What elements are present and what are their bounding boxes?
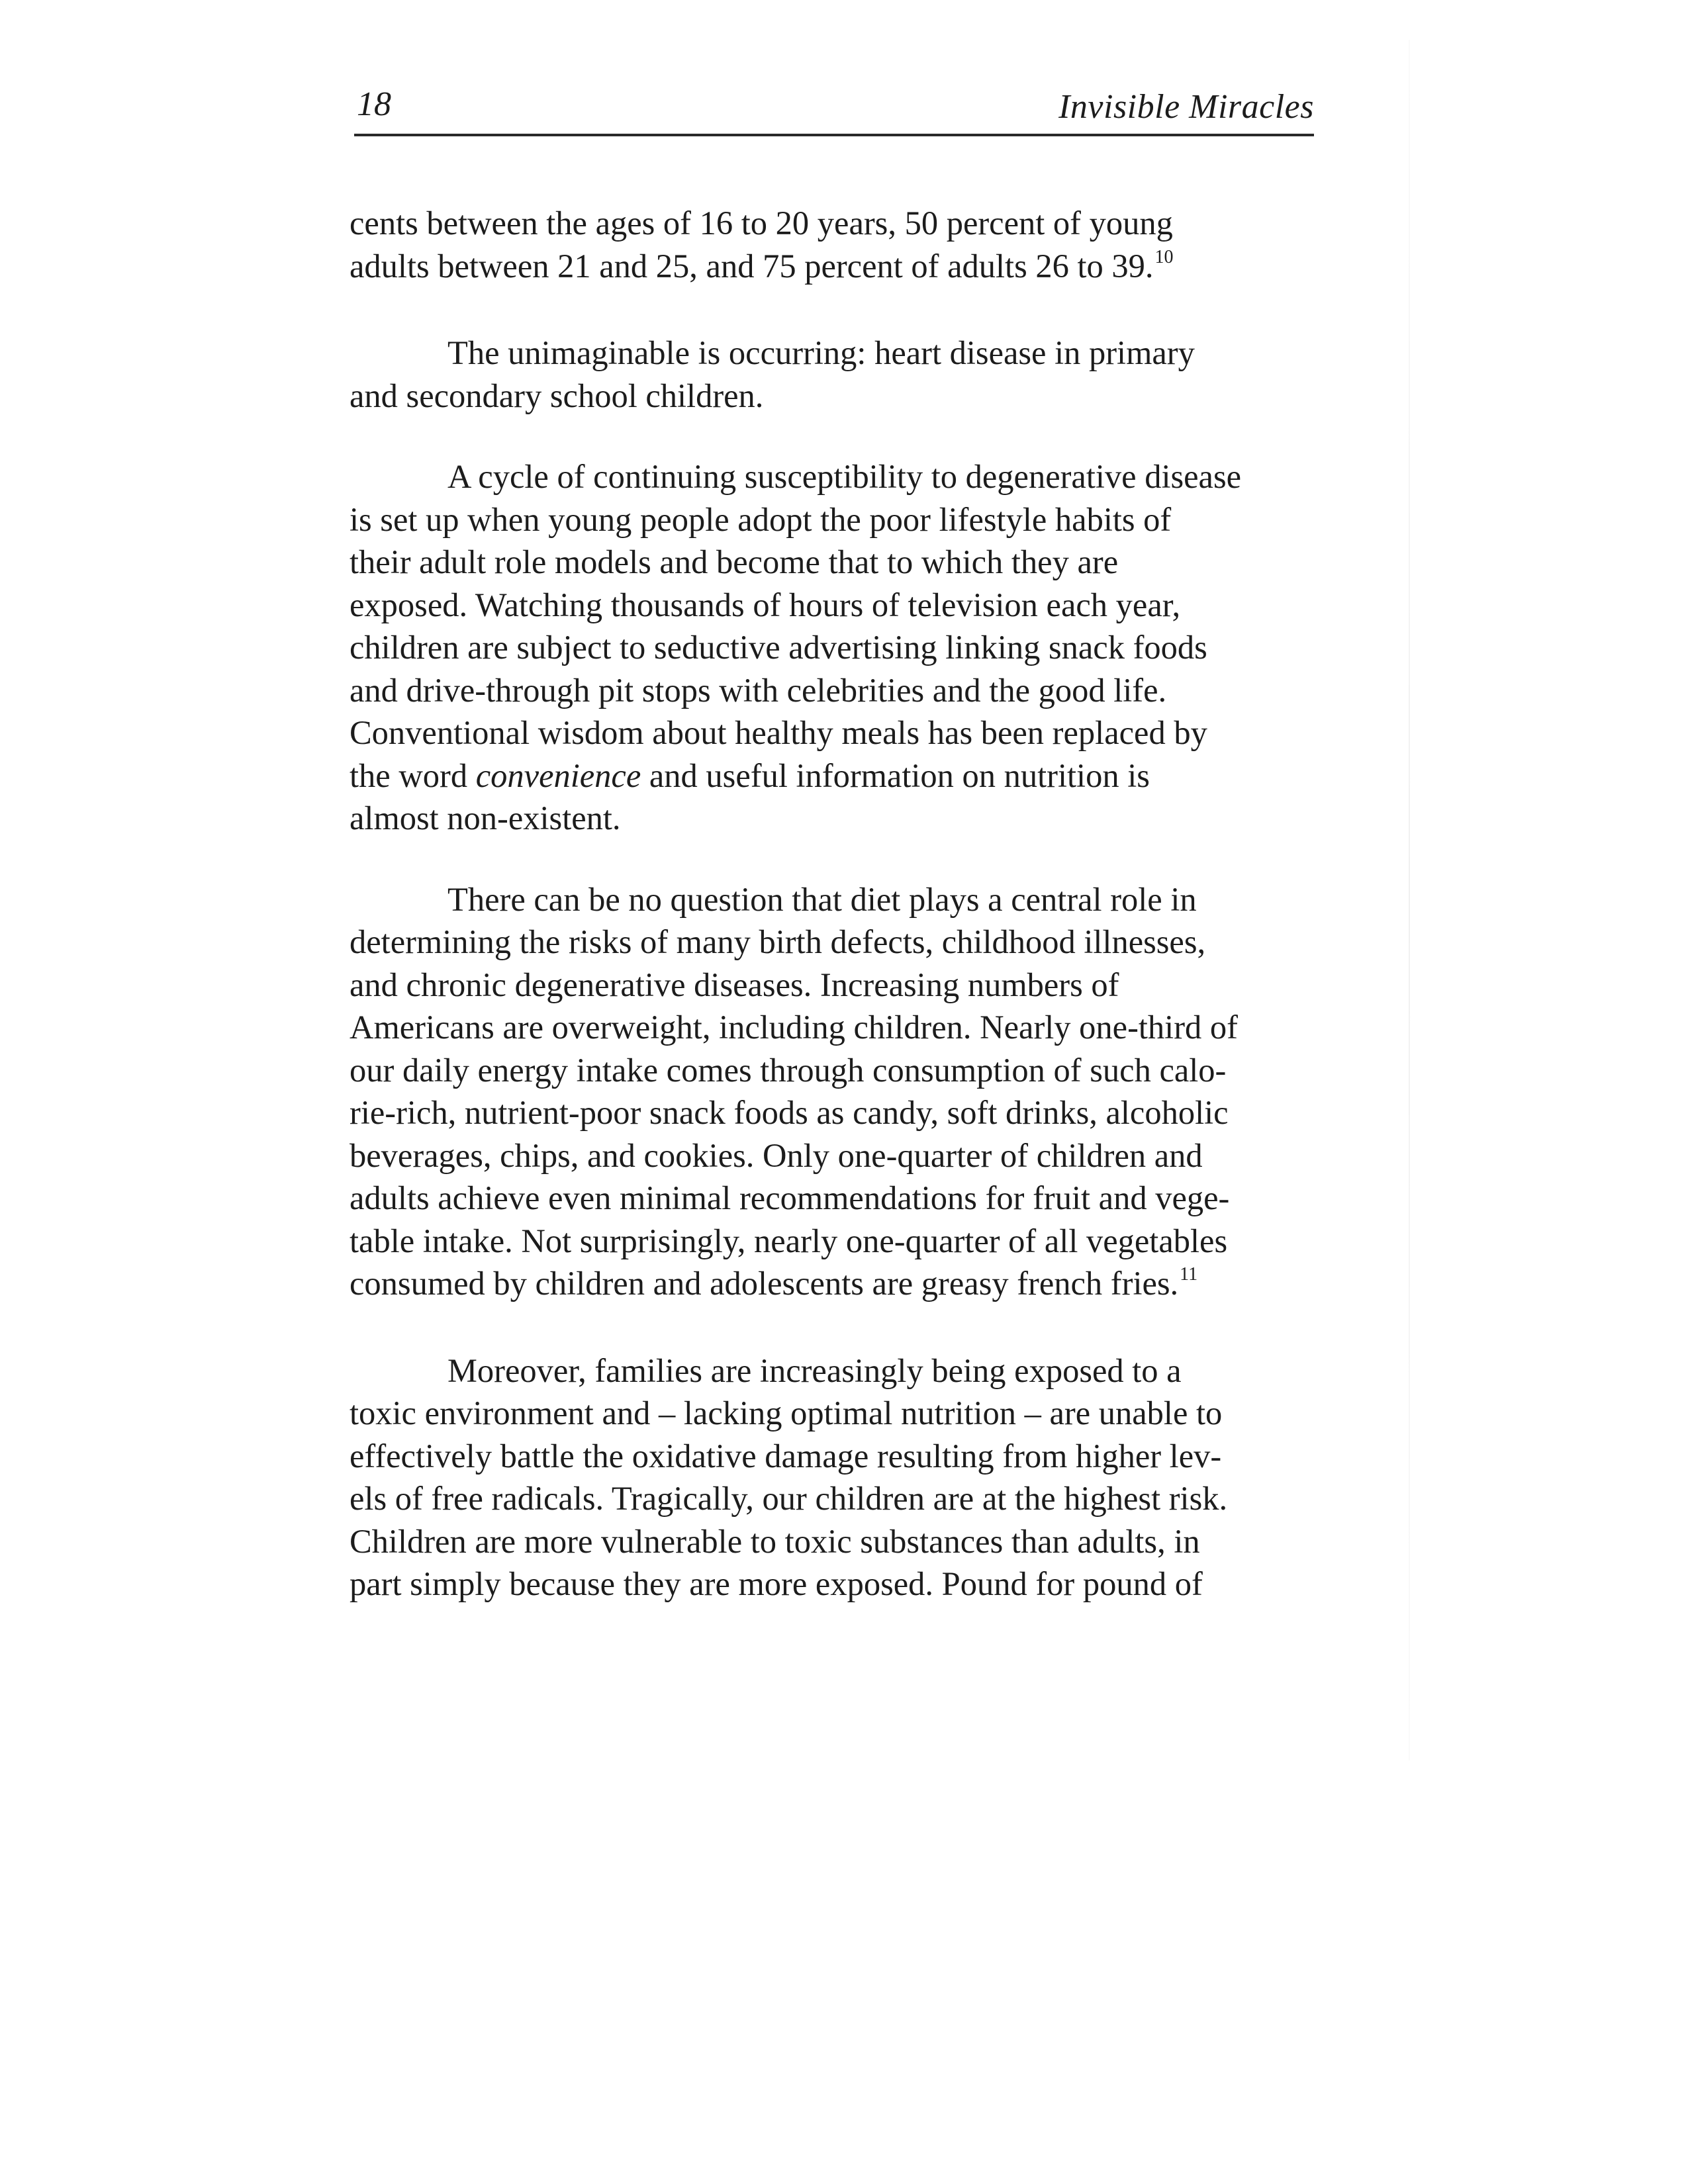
paragraph-4 xyxy=(350,878,1329,1311)
text-line-with-note xyxy=(350,245,1329,294)
text-line: Conventional wisdom about healthy meals has been replaced by xyxy=(350,714,1207,751)
text-line: Moreover, families are increasingly being exposed to a xyxy=(447,1351,1182,1389)
text-fragment: and useful information on nutrition is xyxy=(641,756,1150,794)
header-rule xyxy=(354,134,1314,136)
text-line: table intake. Not surprisingly, nearly one-quarter of all vegetables xyxy=(350,1222,1228,1259)
text-line: determining the risks of many birth defects, childhood illnesses, xyxy=(350,923,1206,960)
text-line: adults between 21 and 25, and 75 percent of adults 26 to 39. xyxy=(350,247,1154,285)
text-line: toxic environment and – lacking optimal nutrition – are unable to xyxy=(350,1394,1223,1432)
scan-edge-shadow xyxy=(1409,40,1410,1760)
text-line: part simply because they are more exposed. Pound for pound of xyxy=(350,1565,1203,1602)
text-line: children are subject to seductive advertising linking snack foods xyxy=(350,629,1207,666)
paragraph-2 xyxy=(350,332,1329,417)
text-line: adults achieve even minimal recommendations for fruit and vege- xyxy=(350,1179,1230,1216)
text-line: The unimaginable is occurring: heart disease in primary xyxy=(447,334,1195,371)
text-line: and secondary school children. xyxy=(350,377,764,414)
text-fragment: the word xyxy=(350,756,476,794)
paragraph-5 xyxy=(350,1349,1329,1606)
text-line: consumed by children and adolescents are greasy french fries. xyxy=(350,1265,1179,1302)
running-title: Invisible Miracles xyxy=(1058,88,1314,126)
footnote-marker: 10 xyxy=(1154,246,1174,267)
text-line: els of free radicals. Tragically, our children are at the highest risk. xyxy=(350,1480,1228,1517)
text-line: A cycle of continuing susceptibility to degenerative disease xyxy=(447,458,1242,495)
text-line: is set up when young people adopt the poor lifestyle habits of xyxy=(350,500,1172,538)
text-line: rie-rich, nutrient-poor snack foods as candy, soft drinks, alcoholic xyxy=(350,1094,1229,1131)
text-line: effectively battle the oxidative damage resulting from higher lev- xyxy=(350,1437,1222,1475)
text-line: cents between the ages of 16 to 20 years, 50 percent of young xyxy=(350,205,1173,242)
text-line: There can be no question that diet plays a central role in xyxy=(447,880,1197,918)
text-line: Americans are overweight, including children. Nearly one-third of xyxy=(350,1009,1238,1046)
paragraph-3 xyxy=(350,455,1329,840)
text-line: Children are more vulnerable to toxic substances than adults, in xyxy=(350,1522,1200,1560)
text-line: exposed. Watching thousands of hours of television each year, xyxy=(350,586,1181,623)
text-line: their adult role models and become that to which they are xyxy=(350,543,1119,580)
body-text xyxy=(350,202,1329,1644)
text-line: and chronic degenerative diseases. Increasing numbers of xyxy=(350,966,1119,1003)
text-line: and drive-through pit stops with celebrities and the good life. xyxy=(350,671,1167,709)
emphasized-word: convenience xyxy=(475,756,641,794)
text-line: almost non-existent. xyxy=(350,799,621,837)
paragraph-1 xyxy=(350,202,1329,293)
text-line-with-note xyxy=(350,1262,1329,1311)
page-number: 18 xyxy=(357,85,391,123)
footnote-marker: 11 xyxy=(1180,1264,1198,1285)
text-line-with-emphasis xyxy=(350,754,1329,797)
text-line: our daily energy intake comes through consumption of such calo- xyxy=(350,1051,1227,1089)
text-line: beverages, chips, and cookies. Only one-quarter of children and xyxy=(350,1136,1203,1174)
page-header xyxy=(354,78,1314,131)
